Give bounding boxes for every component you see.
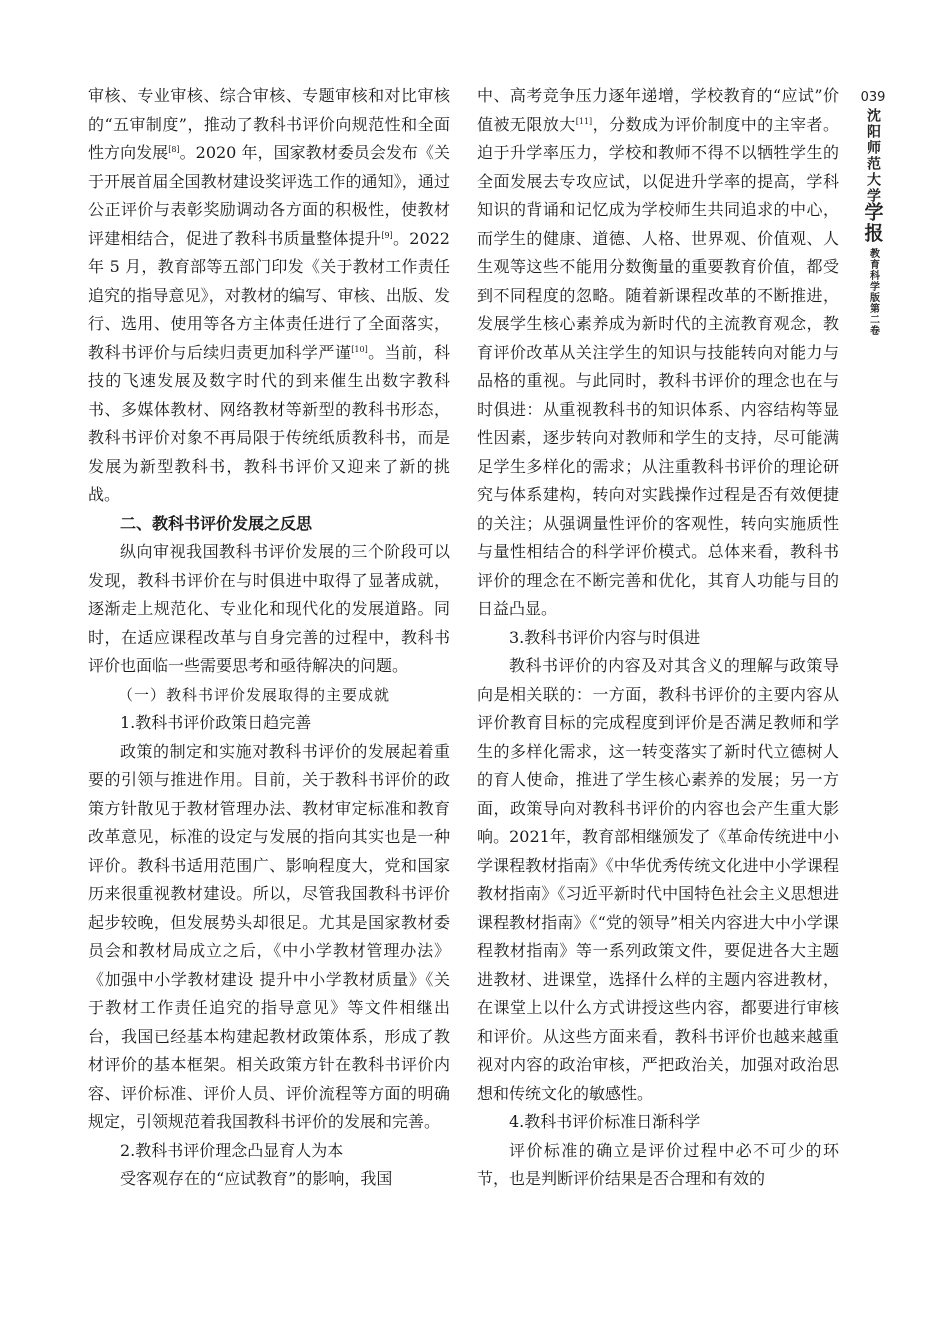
subsection-heading: （一）教科书评价发展取得的主要成就 — [118, 685, 391, 704]
item-heading: 4.教科书评价标准日渐科学 — [509, 1112, 701, 1131]
journal-sidebar — [858, 90, 888, 336]
citation: [10] — [351, 344, 368, 354]
citation: [9] — [381, 230, 393, 240]
journal-suffix: 学报 — [861, 202, 884, 244]
paragraph: 政策的制定和实施对教科书评价的发展起着重要的引领与推进作用。目前，关于教科书评价的政策方针散见于教材管理办法、教材审定标准和教育改革意见，标准的设定与发展的指向其实也是一种评价。教科书适用范围广、影响程度大，党和国家历来很重视教材建设。所以，尽管我国教科书评价起步较晚，但发展势头却很足。尤其是国家教材委员会和教材局成立之后，《中小学教材管理办法》《加强中小学教材建设 提升中小学教材质量》《关于教材工作责任追究的指导意见》等文件相继出台，我国已经基本构建起教材政策体系，形成了教材评价的基本框架。相关政策方针在教科书评价内容、评价标准、评价人员、评价流程等方面的明确规定，引领规范着我国教科书评价的发展和完善。 — [88, 741, 450, 1131]
item-heading: 2.教科书评价理念凸显育人为本 — [120, 1140, 344, 1160]
item-heading: 3.教科书评价内容与时俱进 — [509, 627, 701, 647]
paragraph: 评价标准的确立是评价过程中必不可少的环节，也是判断评价结果是否合理和有效的 — [477, 1140, 839, 1188]
paragraph: 中、高考竞争压力逐年递增，学校教育的“应试”价值被无限放大[11]，分数成为评价制度中的主宰者。迫于升学率压力，学校和教师不得不以牺牲学生的全面发展去专攻应试，以促进升学率的提高，学科知识的背诵和记忆成为学校师生共同追求的中心，而学生的健康、道德、人格、世界观、价值观、人生观等这些不能用分数衡量的重要教育价值，都受到不同程度的忽略。随着新课程改革的不断推进，发展学生核心素养成为新时代的主流教育观念，教育评价改革从关注学生的知识与技能转向对能力与品格的重视。与此同时，教科书评价的理念也在与时俱进：从重视教科书的知识体系、内容结构等显性因素，逐步转向对教师和学生的支持，尽可能满足学生多样化的需求；从注重教科书评价的理论研究与体系建构，转向对实践操作过程是否有效便捷的关注；从强调量性评价的客观性，转向实施质性与量性相结合的科学评价模式。总体来看，教科书评价的理念在不断完善和优化，其育人功能与目的日益凸显。 — [477, 86, 839, 618]
journal-name: 沈阳师范大学 — [865, 108, 881, 204]
citation: [8] — [168, 145, 180, 154]
left-column — [88, 82, 450, 1194]
paragraph: 受客观存在的“应试教育”的影响，我国 — [120, 1169, 393, 1188]
section-heading: 二、教科书评价发展之反思 — [120, 513, 313, 533]
paragraph: 教科书评价的内容及对其含义的理解与政策导向是相关联的：一方面，教科书评价的主要内容从评价教育目标的完成程度到评价是否满足教师和学生的多样化需求，这一转变落实了新时代立德树人的育人使命，推进了学生核心素养的发展；另一方面，政策导向对教科书评价的内容也会产生重大影响。2021年，教育部相继颁发了《革命传统进中小学课程教材指南》《中华优秀传统文化进中小学课程教材指南》《习近平新时代中国特色社会主义思想进课程教材指南》《“党的领导”相关内容进大中小学课程教材指南》等一系列政策文件，要促进各大主题进教材、进课堂，选择什么样的主题内容进教材，在课堂上以什么方式讲授这些内容，都要进行审核和评价。从这些方面来看，教科书评价也越来越重视对内容的政治审核，严把政治关，加强对政治思想和传统文化的敏感性。 — [477, 656, 839, 1103]
page-number: 039 — [860, 90, 886, 105]
paragraph: 审核、专业审核、综合审核、专题审核和对比审核的“五审制度”，推动了教科书评价向规范性和全面性方向发展[8]。2020 年，国家教材委员会发布《关于开展首届全国教材建设奖评选工作的通知》，通过公正评价与表彰奖励调动各方面的积极性，使教材评建相结合，促进了教科书质量整体提升[9]。2022 年 5 月，教育部等五部门印发《关于教材工作责任追究的指导意见》，对教材的编写、审核、出版、发行、选用、使用等各方主体责任进行了全面落实，教科书评价与后续归责更加科学严谨[10]。当前，科技的飞速发展及数字时代的到来催生出数字教科书、多媒体教材、网络教材等新型的教科书形态，教科书评价对象不再局限于传统纸质教科书，而是发展为新型教科书，教科书评价又迎来了新的挑战。 — [88, 86, 450, 504]
citation: [11] — [575, 116, 593, 126]
item-heading: 1.教科书评价政策日趋完善 — [120, 713, 312, 732]
right-column — [477, 82, 839, 1194]
journal-edition: 教育科学版第二卷 — [867, 248, 879, 336]
paragraph: 纵向审视我国教科书评价发展的三个阶段可以发现，教科书评价在与时俱进中取得了显著成就，逐渐走上规范化、专业化和现代化的发展道路。同时，在适应课程改革与自身完善的过程中，教科书评价也面临一些需要思考和亟待解决的问题。 — [88, 542, 450, 675]
